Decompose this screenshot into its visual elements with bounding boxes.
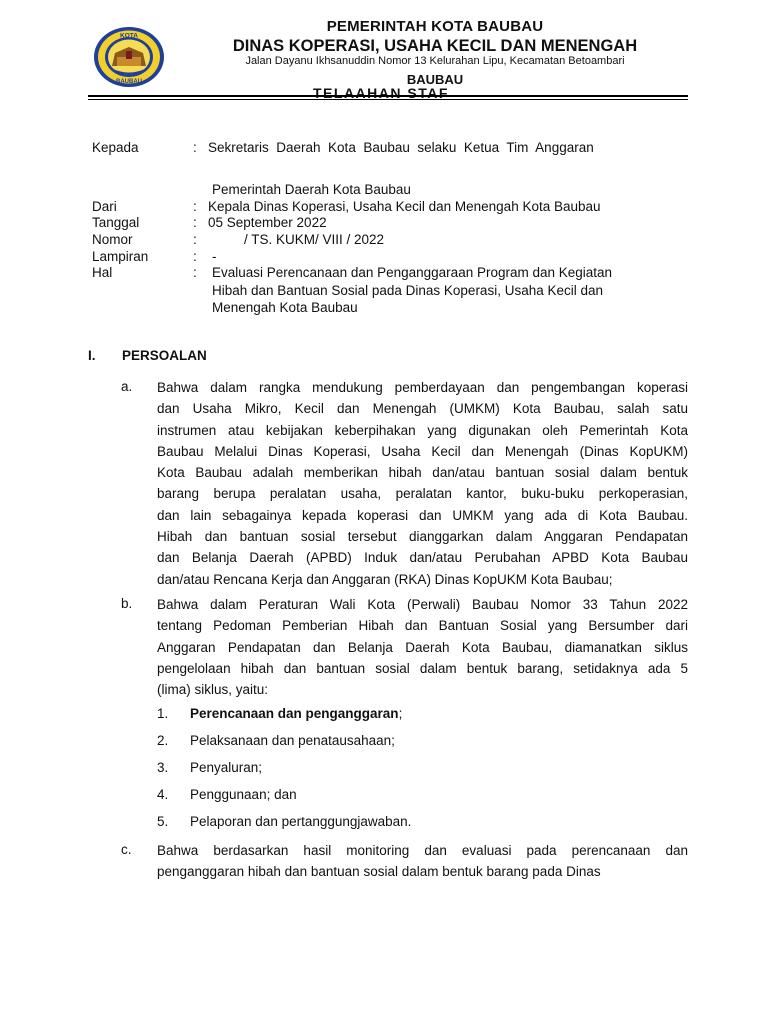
paragraph-line: dan/atau Rencana Kerja dan Anggaran (RKA) Dinas KopUKM Kota Baubau; xyxy=(157,571,613,587)
paragraph-line: dan Belanja Daerah (APBD) Induk dan/atau Perubahan APBD Kota Baubau xyxy=(157,550,688,566)
dari-colon: : xyxy=(193,199,197,214)
tanggal-value: 05 September 2022 xyxy=(208,215,327,230)
paragraph-line: barang berupa peralatan usaha, peralatan kantor, buku-buku perkoperasian, xyxy=(157,486,688,502)
section-number: I. xyxy=(88,348,96,363)
list-item-bold: Perencanaan dan penganggaran xyxy=(190,706,399,721)
paragraph-line: (lima) siklus, yaitu: xyxy=(157,682,269,698)
list-number: 1. xyxy=(157,706,169,721)
dari-value: Kepala Dinas Koperasi, Usaha Kecil dan Menengah Kota Baubau xyxy=(208,199,601,214)
hal-value-line3: Menengah Kota Baubau xyxy=(212,300,358,315)
tanggal-label: Tanggal xyxy=(92,215,140,230)
hal-colon: : xyxy=(193,265,197,280)
paragraph-a xyxy=(157,377,688,590)
list-number: 4. xyxy=(157,787,169,802)
paragraph-c xyxy=(157,840,688,883)
lampiran-label: Lampiran xyxy=(92,249,149,264)
dari-label: Dari xyxy=(92,199,117,214)
logo-text-bottom: BAUBAU xyxy=(116,79,142,85)
section-title: PERSOALAN xyxy=(122,348,207,363)
list-item: Penggunaan; dan xyxy=(190,787,297,802)
list-number: 3. xyxy=(157,760,169,775)
city-emblem-logo xyxy=(93,26,165,88)
hal-value-line2: Hibah dan Bantuan Sosial pada Dinas Koperasi, Usaha Kecil dan xyxy=(212,283,604,298)
paragraph-a-marker: a. xyxy=(121,379,133,394)
paragraph-line: Bahwa berdasarkan hasil monitoring dan evaluasi pada perencanaan dan xyxy=(157,843,688,858)
paragraph-b xyxy=(157,594,688,700)
paragraph-line: dan lain sebagainya kepada koperasi dan UMKM yang ada di Kota Baubau. xyxy=(157,507,688,523)
list-number: 2. xyxy=(157,733,169,748)
paragraph-line: Anggaran Pendapatan dan Belanja Daerah Kota Baubau, diamanatkan siklus xyxy=(157,639,688,655)
paragraph-line: pengelolaan hibah dan bantuan sosial dalam bentuk barang, setidaknya ada 5 xyxy=(157,660,688,676)
lampiran-value: - xyxy=(212,249,217,264)
header-government: PEMERINTAH KOTA BAUBAU xyxy=(326,18,544,35)
nomor-label: Nomor xyxy=(92,232,133,247)
kepada-value: Sekretaris Daerah Kota Baubau selaku Ketua Tim Anggaran xyxy=(208,140,594,155)
paragraph-line: dan Usaha Mikro, Kecil dan Menengah (UMKM) Kota Baubau, salah satu xyxy=(157,401,688,417)
paragraph-b-marker: b. xyxy=(121,596,133,611)
logo-text-top: KOTA xyxy=(120,32,138,40)
tanggal-colon: : xyxy=(193,215,197,230)
paragraph-line: Bahwa dalam Peraturan Wali Kota (Perwali) Baubau Nomor 33 Tahun 2022 xyxy=(157,597,688,612)
list-item-text: ; xyxy=(398,706,403,721)
header-agency: DINAS KOPERASI, USAHA KECIL DAN MENENGAH xyxy=(232,37,638,55)
list-item xyxy=(190,706,402,721)
paragraph-line: Baubau Melalui Dinas Koperasi, Usaha Kecil dan Menengah (Dinas KopUKM) xyxy=(157,443,688,459)
paragraph-c-marker: c. xyxy=(121,842,132,857)
kepada-value-line2: Pemerintah Daerah Kota Baubau xyxy=(212,182,411,197)
nomor-value: / TS. KUKM/ VIII / 2022 xyxy=(244,232,385,247)
lampiran-colon: : xyxy=(193,249,197,264)
hal-label: Hal xyxy=(92,265,113,280)
kepada-label: Kepada xyxy=(92,140,139,155)
list-number: 5. xyxy=(157,814,169,829)
paragraph-line: instrumen atau kebijakan keberpihakan yang digunakan oleh Pemerintah Kota xyxy=(157,422,688,438)
header-address: Jalan Dayanu Ikhsanuddin Nomor 13 Kelurahan Lipu, Kecamatan Betoambari xyxy=(245,55,625,67)
document-title: TELAAHAN STAF xyxy=(313,85,449,99)
list-item: Pelaporan dan pertanggungjawaban. xyxy=(190,814,412,829)
header-city: BAUBAU xyxy=(406,72,464,87)
list-item: Penyaluran; xyxy=(190,760,263,775)
hal-value-line1: Evaluasi Perencanaan dan Penganggaraan Program dan Kegiatan xyxy=(212,265,613,280)
paragraph-line: Kota Baubau adalah memberikan hibah dan/atau bantuan sosial dalam bentuk xyxy=(157,465,688,481)
list-item: Pelaksanaan dan penatausahaan; xyxy=(190,733,395,748)
kepada-colon: : xyxy=(193,140,197,155)
paragraph-line: Bahwa dalam rangka mendukung pemberdayaan dan pengembangan koperasi xyxy=(157,380,688,395)
header-rule-thick xyxy=(88,95,688,97)
paragraph-line: penganggaran hibah dan bantuan sosial dalam bentuk barang pada Dinas xyxy=(157,864,601,880)
header-rule-thin xyxy=(88,99,688,100)
nomor-colon: : xyxy=(193,232,197,247)
paragraph-line: tentang Pedoman Pemberian Hibah dan Bantuan Sosial yang Bersumber dari xyxy=(157,618,688,634)
paragraph-line: Hibah dan bantuan sosial tersebut dianggarkan dalam Anggaran Pendapatan xyxy=(157,529,688,545)
